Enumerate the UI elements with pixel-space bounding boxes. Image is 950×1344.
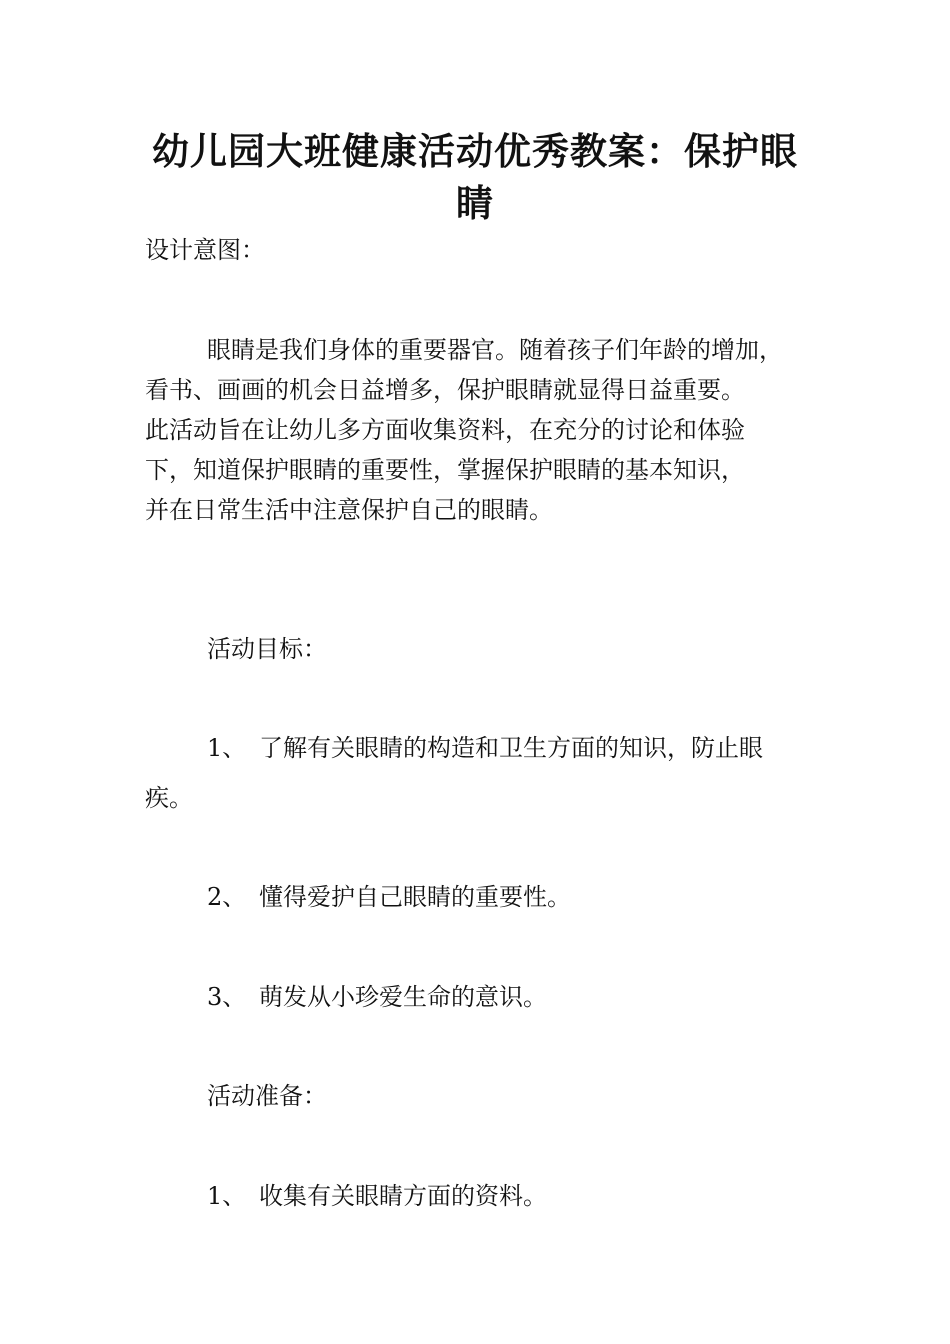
goal-number: 1、	[207, 734, 247, 762]
paragraph-line: 下，知道保护眼睛的重要性，掌握保护眼睛的基本知识，	[145, 456, 745, 484]
paragraph-line: 眼睛是我们身体的重要器官。随着孩子们年龄的增加，	[207, 336, 783, 364]
goal-item-1-continued: 疾。	[145, 784, 193, 812]
title-line-1: 幼儿园大班健康活动优秀教案：保护眼	[152, 130, 798, 173]
paragraph-line: 看书、画画的机会日益增多，保护眼睛就显得日益重要。	[145, 376, 745, 404]
paragraph-line: 并在日常生活中注意保护自己的眼睛。	[145, 496, 553, 524]
design-paragraph	[145, 330, 825, 530]
goal-item-3	[207, 977, 547, 1017]
goal-text: 懂得爱护自己眼睛的重要性。	[259, 883, 571, 911]
goal-number: 2、	[207, 883, 247, 911]
goal-item-1	[207, 728, 763, 768]
prep-heading: 活动准备：	[207, 1082, 327, 1110]
goals-heading: 活动目标：	[207, 635, 327, 663]
prep-text: 收集有关眼睛方面的资料。	[259, 1182, 547, 1210]
paragraph-line: 此活动旨在让幼儿多方面收集资料，在充分的讨论和体验	[145, 416, 745, 444]
goal-number: 3、	[207, 983, 247, 1011]
prep-item-1	[207, 1176, 547, 1216]
title-line-2: 睛	[456, 182, 494, 225]
goal-item-2	[207, 877, 571, 917]
document-title	[130, 126, 820, 230]
prep-number: 1、	[207, 1182, 247, 1210]
goal-text: 了解有关眼睛的构造和卫生方面的知识，防止眼	[259, 734, 763, 762]
design-heading: 设计意图：	[145, 236, 265, 264]
goal-text: 萌发从小珍爱生命的意识。	[259, 983, 547, 1011]
